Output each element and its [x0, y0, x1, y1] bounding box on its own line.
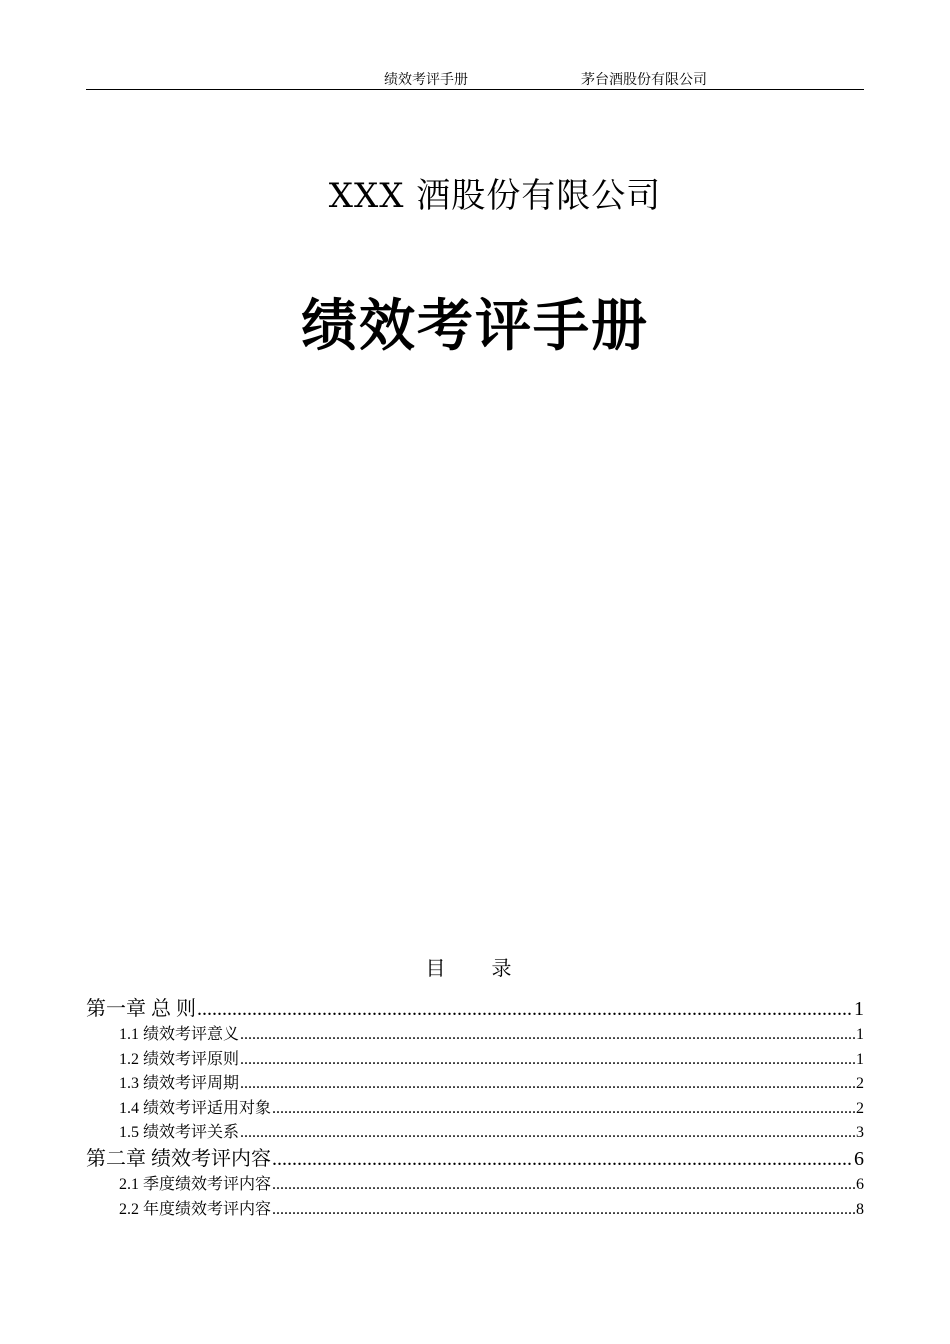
toc-entry-page: 1: [856, 1026, 864, 1043]
toc-entry-label: 1.4 绩效考评适用对象: [119, 1099, 272, 1117]
toc-entry-1-2[interactable]: [86, 1048, 864, 1073]
toc-entry-2-2[interactable]: [86, 1198, 864, 1223]
header-doc-title: 绩效考评手册: [384, 72, 468, 88]
toc-title-right: 录: [491, 956, 512, 980]
toc-entry-2-1[interactable]: [86, 1173, 864, 1198]
toc-entry-label: 2.1 季度绩效考评内容: [119, 1175, 272, 1193]
toc-entry-page: 1: [854, 998, 864, 1020]
toc-leader-dots: [240, 1072, 855, 1097]
header-company-name: 茅台酒股份有限公司: [581, 72, 707, 88]
toc-entry-page: 8: [856, 1200, 864, 1218]
toc-title-left: 目: [425, 956, 446, 980]
toc-entry-label: 第二章 绩效考评内容: [86, 1147, 271, 1170]
toc-entry-1-1[interactable]: [86, 1023, 864, 1048]
cover-company-name: XXX 酒股份有限公司: [328, 176, 662, 216]
cover-title: 绩效考评手册: [301, 293, 649, 359]
toc-entry-page: 2: [856, 1075, 864, 1093]
toc-entry-page: 6: [856, 1175, 864, 1193]
page-header: [86, 66, 864, 90]
toc-entry-label: 1.2 绩效考评原则: [119, 1050, 240, 1068]
table-of-contents: [86, 996, 864, 1222]
toc-entry-page: 3: [856, 1124, 864, 1142]
toc-entry-1-4[interactable]: [86, 1097, 864, 1122]
toc-entry-page: 1: [856, 1050, 864, 1068]
toc-leader-dots: [240, 1121, 855, 1146]
toc-entry-page: 2: [856, 1099, 864, 1117]
toc-entry-label: 1.3 绩效考评周期: [119, 1075, 240, 1093]
toc-leader-dots: [272, 1146, 853, 1173]
toc-entry-label: 第一章 总 则: [86, 998, 196, 1020]
toc-entry-1-3[interactable]: [86, 1072, 864, 1097]
toc-entry-page: 6: [854, 1147, 864, 1170]
toc-entry-chapter-1[interactable]: [86, 996, 864, 1023]
toc-leader-dots: [272, 1097, 855, 1122]
toc-entry-1-5[interactable]: [86, 1121, 864, 1146]
toc-entry-label: 1.5 绩效考评关系: [119, 1124, 240, 1142]
toc-leader-dots: [240, 1023, 855, 1048]
toc-entry-chapter-2[interactable]: [86, 1146, 864, 1173]
toc-leader-dots: [240, 1048, 855, 1073]
toc-leader-dots: [197, 996, 853, 1023]
toc-leader-dots: [272, 1198, 855, 1223]
toc-leader-dots: [272, 1173, 855, 1198]
toc-entry-label: 1.1 绩效考评意义: [119, 1026, 240, 1043]
toc-entry-label: 2.2 年度绩效考评内容: [119, 1200, 272, 1218]
toc-title: [0, 952, 937, 981]
